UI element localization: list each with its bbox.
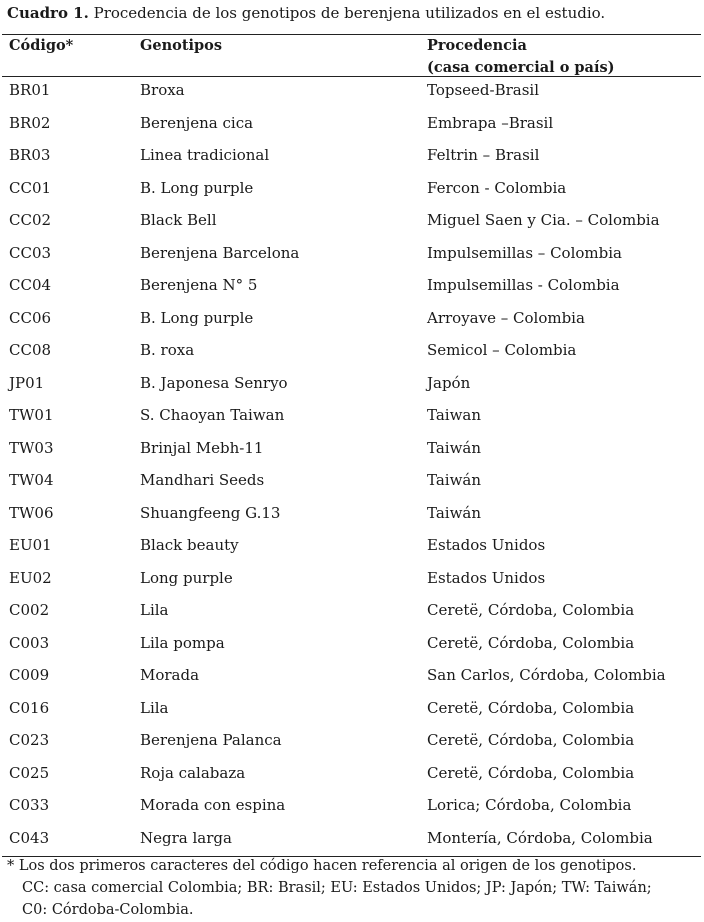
cell-genotype: Berenjena Barcelona [140,243,300,262]
table-row [0,564,704,597]
cell-origin: Taiwan [427,406,482,424]
header-origin [427,35,614,79]
caption-label: Cuadro 1. [7,4,89,22]
cell-origin: Ceretё, Córdoba, Colombia [427,601,635,619]
cell-code: C043 [9,828,50,847]
cell-code: CC06 [9,308,52,327]
cell-code: EU01 [9,536,52,554]
cell-genotype: Lila pompa [140,633,225,652]
cell-genotype: B. roxa [140,341,195,359]
cell-genotype: Morada con espina [140,796,286,814]
header-origin-line2: (casa comercial o país) [427,59,615,76]
cell-code: CC03 [9,243,52,262]
cell-code: TW03 [9,438,54,457]
cell-origin: Ceretё, Córdoba, Colombia [427,698,635,717]
cell-code: TW04 [9,471,54,489]
cell-code: BR03 [9,146,51,164]
cell-genotype: Roja calabaza [140,763,246,782]
cell-origin: Ceretё, Córdoba, Colombia [427,633,635,652]
cell-genotype: B. Long purple [140,308,254,327]
cell-origin: Embrapa –Brasil [427,113,554,132]
table-row [0,271,704,304]
table-row [0,304,704,337]
cell-genotype: Morada [140,666,200,684]
cell-code: CC08 [9,341,52,359]
cell-origin: Taiwán [427,438,482,457]
table-row [0,629,704,662]
cell-origin: Montería, Córdoba, Colombia [427,828,653,847]
cell-code: C009 [9,666,50,684]
cell-origin: Fercon - Colombia [427,178,567,197]
footnote [7,855,652,921]
table-row [0,596,704,629]
cell-origin: Taiwán [427,471,482,489]
cell-origin: Estados Unidos [427,536,546,554]
cell-genotype: Lila [140,698,169,717]
cell-genotype: Berenjena cica [140,113,254,132]
table-row [0,759,704,792]
table-row [0,109,704,142]
table-row [0,369,704,402]
cell-genotype: B. Japonesa Senryo [140,373,288,392]
cell-origin: Topseed-Brasil [427,81,540,99]
footnote-line3: C0: Córdoba-Colombia. [22,902,194,918]
table-row [0,466,704,499]
cell-genotype: Berenjena Palanca [140,731,282,749]
cell-code: CC01 [9,178,52,197]
cell-origin: Impulsemillas – Colombia [427,243,622,262]
cell-code: C033 [9,796,50,814]
table-caption [7,4,605,22]
cell-genotype: Lila [140,601,169,619]
cell-code: C025 [9,763,50,782]
cell-code: BR02 [9,113,51,132]
cell-origin: Feltrin – Brasil [427,146,540,164]
cell-origin: Miguel Saen y Cia. – Colombia [427,211,660,229]
cell-genotype: Long purple [140,568,233,587]
table-row [0,726,704,759]
cell-genotype: Negra larga [140,828,232,847]
cell-genotype: Linea tradicional [140,146,270,164]
footnote-line2: CC: casa comercial Colombia; BR: Brasil; EU: Estados Unidos; JP: Japón; TW: Taiwán; [22,880,652,896]
cell-code: C002 [9,601,50,619]
table-row [0,661,704,694]
table-row [0,141,704,174]
table-row [0,336,704,369]
table-row [0,824,704,857]
cell-code: EU02 [9,568,52,587]
header-genotype: Genotipos [140,37,223,54]
cell-code: C003 [9,633,50,652]
table-row [0,76,704,109]
table-row [0,791,704,824]
header-origin-line1: Procedencia [427,37,527,54]
table-row [0,499,704,532]
cell-genotype: Black Bell [140,211,217,229]
header-code: Código* [9,37,74,54]
table-row [0,206,704,239]
cell-origin: Semicol – Colombia [427,341,577,359]
table-row [0,531,704,564]
cell-origin: Taiwán [427,503,482,522]
cell-genotype: Berenjena N° 5 [140,276,258,294]
cell-genotype: Shuangfeeng G.13 [140,503,281,522]
cell-genotype: Black beauty [140,536,239,554]
cell-genotype: B. Long purple [140,178,254,197]
caption-text: Procedencia de los genotipos de berenjena utilizados en el estudio. [88,4,606,22]
cell-genotype: Mandhari Seeds [140,471,265,489]
cell-genotype: Broxa [140,81,185,99]
table-row [0,239,704,272]
table-row [0,434,704,467]
cell-origin: Impulsemillas - Colombia [427,276,620,294]
table-row [0,174,704,207]
table-row [0,694,704,727]
cell-code: C016 [9,698,50,717]
cell-origin: Ceretё, Córdoba, Colombia [427,731,635,749]
cell-origin: Lorica; Córdoba, Colombia [427,796,632,814]
footnote-line1: * Los dos primeros caracteres del código hacen referencia al origen de los genotipos. [7,858,637,874]
cell-code: BR01 [9,81,51,99]
cell-code: C023 [9,731,50,749]
cell-origin: Estados Unidos [427,568,546,587]
cell-code: CC02 [9,211,52,229]
table-row [0,401,704,434]
cell-code: CC04 [9,276,52,294]
cell-origin: Arroyave – Colombia [427,308,585,327]
cell-code: JP01 [9,373,45,392]
cell-origin: San Carlos, Córdoba, Colombia [427,666,666,684]
cell-genotype: Brinjal Mebh-11 [140,438,264,457]
cell-origin: Japón [427,373,471,392]
cell-origin: Ceretё, Córdoba, Colombia [427,763,635,782]
cell-genotype: S. Chaoyan Taiwan [140,406,285,424]
cell-code: TW06 [9,503,54,522]
table-body [0,76,704,856]
cell-code: TW01 [9,406,54,424]
